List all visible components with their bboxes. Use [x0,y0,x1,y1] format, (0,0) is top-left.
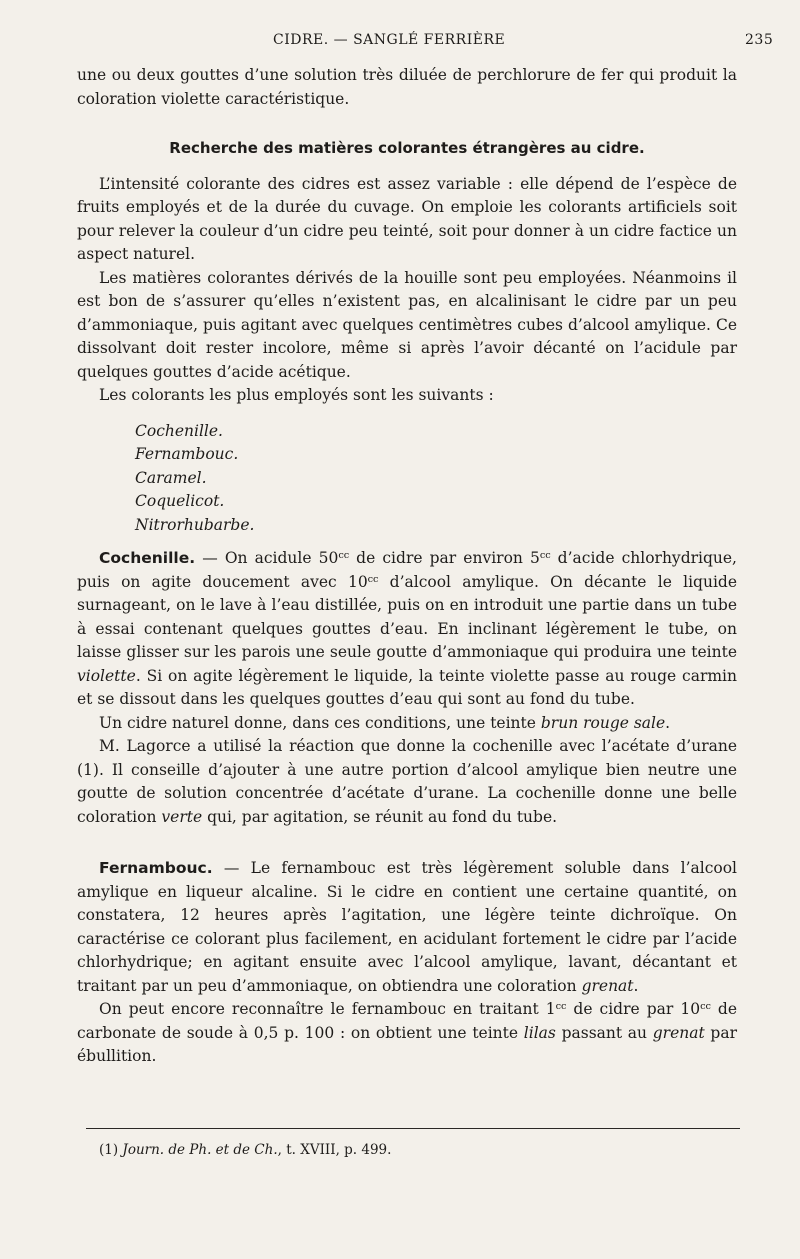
paragraph-cochenille: Cochenille. — On acidule 50ᶜᶜ de cidre par environ 5ᶜᶜ d’acide chlorhydrique, puis on agite doucement avec 10ᶜᶜ d’alcool amylique. On décante le liquide surnageant, on le lave à l’eau distillée, puis on en introduit une partie dans un tube à essai contenant quelques gouttes d’eau. En inclinant légèrement le tube, on laisse glisser sur les parois une seule goutte d’ammoniaque qui produira une teinte violette. Si on agite légèrement le liquide, la teinte violette passe au rouge carmin et se dissout dans les quelques gouttes d’eau qui sont au fond du tube. [77,549,737,708]
paragraph-lagorce: M. Lagorce a utilisé la réaction que donne la cochenille avec l’acétate d’urane (1). Il conseille d’ajouter à une autre portion d’alcool amylique bien neutre une goutte de solution concentrée d’acétate d’urane. La cochenille donne une belle coloration verte qui, par agitation, se réunit au fond du tube. [77,737,737,826]
body-text [77,64,737,1069]
footnote: (1) Journ. de Ph. et de Ch., t. XVIII, p. 499. [99,1142,392,1158]
list-item: Coquelicot. [135,492,225,510]
list-item: Fernambouc. [135,445,239,463]
page-number: 235 [745,32,774,48]
colorant-list [135,420,737,538]
footnote-rule [86,1128,740,1129]
list-item: Nitrorhubarbe. [135,515,255,534]
footnote-source: Journ. de Ph. et de Ch. [122,1142,278,1158]
runin-cochenille: Cochenille. [99,549,196,567]
paragraph-intensity: L’intensité colorante des cidres est assez variable : elle dépend de l’espèce de fruits employés et de la durée du cuvage. On emploie les colorants artificiels soit pour relever la couleur d’un cidre peu teinté, soit pour donner à un cidre factice un aspect naturel. [77,174,737,263]
paragraph-natural-cider: Un cidre naturel donne, dans ces conditions, une teinte brun rouge sale. [99,713,671,732]
paragraph-fernambouc: Fernambouc. — Le fernambouc est très légèrement soluble dans l’alcool amylique en liqueur alcaline. Si le cidre en contient une certaine quantité, on constatera, 12 heures après l’agitation, une légère teinte dichroïque. On caractérise ce colorant plus facilement, en acidulant fortement le cidre par l’acide chlorhydrique; en agitant ensuite avec l’alcool amylique, lavant, décantant et traitant par un peu d’ammoniaque, on obtiendra une coloration grenat. [77,859,737,995]
paragraph-list-intro: Les colorants les plus employés sont les suivants : [99,386,494,404]
paragraph-fernambouc-alt: On peut encore reconnaître le fernambouc en traitant 1ᶜᶜ de cidre par 10ᶜᶜ de carbonate de soude à 0,5 p. 100 : on obtient une teinte lilas passant au grenat par ébullition. [77,1000,738,1065]
running-title: CIDRE. — SANGLÉ FERRIÈRE [273,32,506,48]
runin-fernambouc: Fernambouc. [99,859,213,877]
section-heading: Recherche des matières colorantes étrangères au cidre. [169,139,645,157]
paragraph-coal-dyes: Les matières colorantes dérivés de la houille sont peu employées. Néanmoins il est bon de s’assurer qu’elles n’existent pas, en alcalinisant le cidre par un peu d’ammoniaque, puis agitant avec quelques centimètres cubes d’alcool amylique. Ce dissolvant doit rester incolore, même si après l’avoir décanté on l’acidule par quelques gouttes d’acide acétique. [77,268,737,381]
paragraph-continued: une ou deux gouttes d’une solution très diluée de perchlorure de fer qui produit la coloration violette caractéristique. [77,66,737,108]
list-item: Caramel. [135,468,207,487]
list-item: Cochenille. [135,421,223,440]
